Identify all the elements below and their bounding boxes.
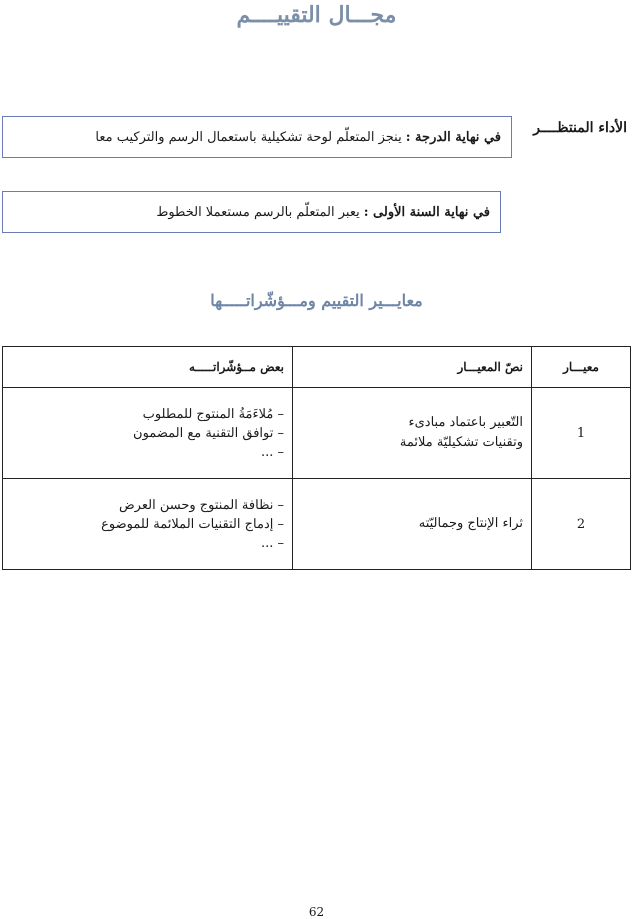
end-of-first-year-heading: في نهاية السنة الأولى : — [363, 204, 490, 220]
table-row — [3, 479, 631, 570]
table-header-row — [3, 347, 631, 388]
indicator-item: – نظافة المنتوج وحسن العرض — [118, 497, 284, 513]
criterion-line: وتقنيات تشكيليّة ملائمة — [399, 435, 523, 450]
end-of-degree-heading: في نهاية الدرجة : — [405, 129, 501, 145]
indicator-item: – ... — [260, 535, 284, 551]
header-index: معيـــار — [532, 347, 631, 388]
criterion-line: ثراء الإنتاج وجماليّته — [418, 516, 523, 531]
end-of-first-year-text: يعبر المتعلّم بالرسم مستعملا الخطوط — [156, 204, 360, 220]
end-of-degree-text: ينجز المتعلّم لوحة تشكيلية باستعمال الرسم والتركيب معا — [95, 129, 402, 145]
table-row — [3, 388, 631, 479]
row-criterion-text — [293, 388, 532, 479]
row-indicators — [3, 388, 293, 479]
page-title: مجـــال التقييــــم — [236, 2, 397, 28]
end-of-first-year-box — [2, 191, 501, 233]
row-index: 1 — [532, 388, 631, 479]
row-criterion-text — [293, 479, 532, 570]
indicator-item: – توافق التقنية مع المضمون — [133, 425, 284, 441]
indicator-item: – ... — [260, 444, 284, 460]
criteria-table — [2, 346, 631, 570]
expected-performance-label: الأداء المنتظــــر — [533, 120, 627, 136]
indicator-item: – مُلاءَمَةُ المنتوج للمطلوب — [142, 406, 284, 422]
indicator-item: – إدماج التقنيات الملائمة للموضوع — [101, 516, 284, 532]
page-number: 62 — [308, 905, 325, 919]
header-criterion-text: نصّ المعيـــار — [293, 347, 532, 388]
row-index: 2 — [532, 479, 631, 570]
end-of-degree-box — [2, 116, 512, 158]
row-indicators — [3, 479, 293, 570]
criteria-section-title: معايـــير التقييم ومـــؤشّراتـــــها — [210, 291, 423, 310]
criterion-line: التّعبير باعتماد مبادىء — [408, 415, 523, 430]
header-indicators: بعض مــؤشّراتـــــه — [3, 347, 293, 388]
